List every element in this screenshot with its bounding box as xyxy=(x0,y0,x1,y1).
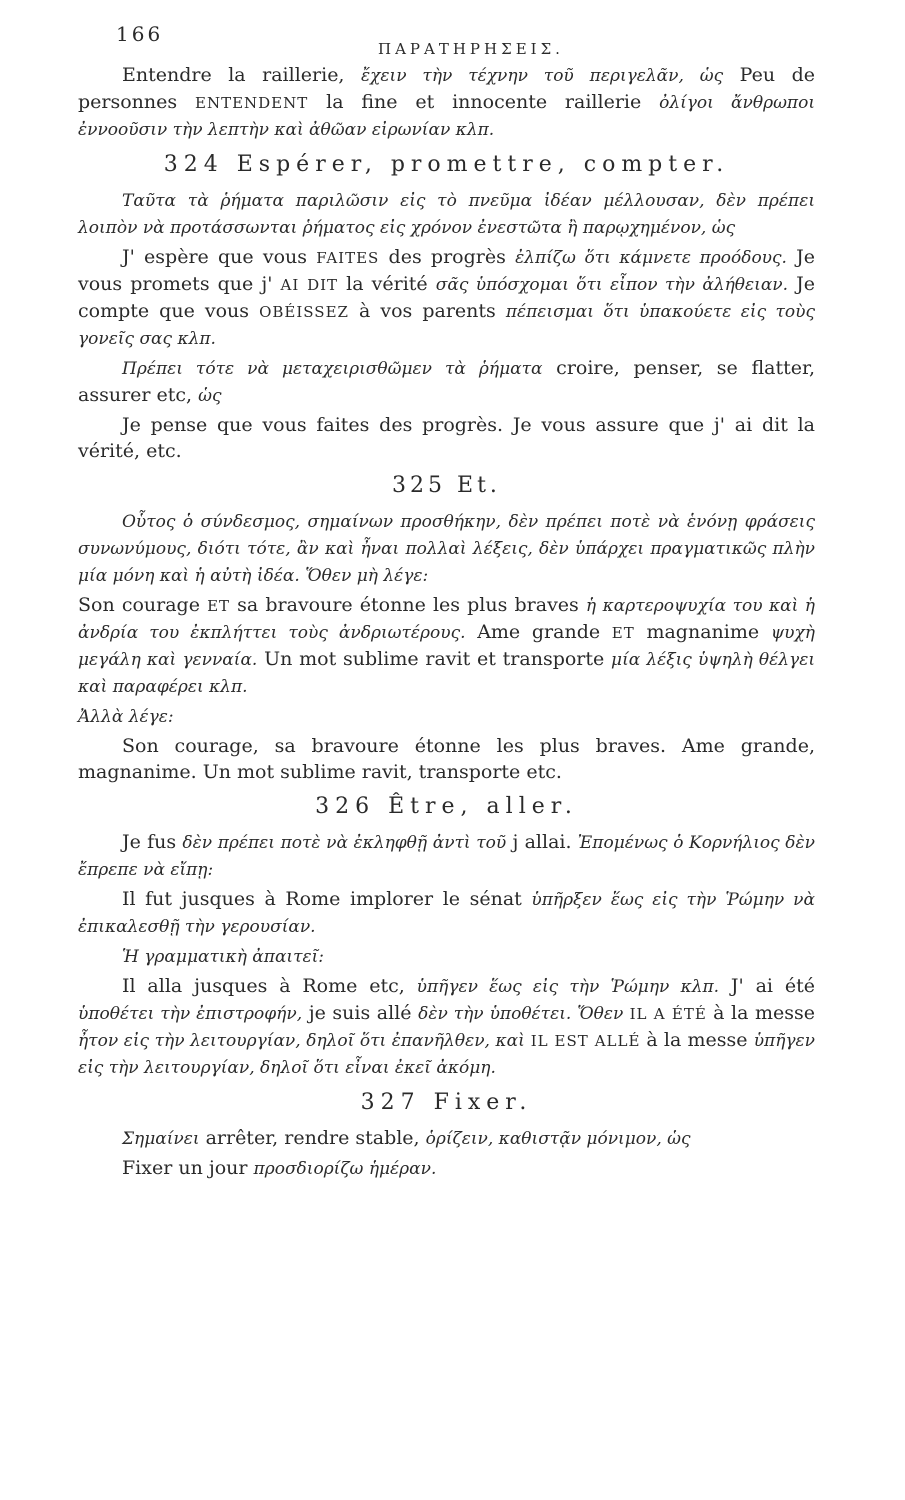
french-text: J' ai été xyxy=(719,975,815,997)
emphasis-text: IL EST ALLÉ xyxy=(524,1032,647,1050)
paragraph xyxy=(78,886,815,940)
emphasis-text: FAITES xyxy=(316,249,380,267)
section-heading-327: 327 Fixer. xyxy=(360,1090,533,1115)
section-heading-324: 324 Espérer, promettre, compter. xyxy=(163,152,730,177)
greek-text: ὡς xyxy=(198,386,222,406)
french-text: J' espère que vous xyxy=(122,246,317,268)
page-header-title: ΠΑΡΑΤΗΡΗΣΕΙΣ. xyxy=(378,40,564,58)
french-text: j allai. xyxy=(506,831,578,853)
greek-text: σᾶς ὑπόσχομαι ὅτι εἶπον τὴν ἀλήθειαν. xyxy=(435,275,789,295)
french-text: des progrès xyxy=(379,246,516,268)
french-text: à la messe xyxy=(713,1002,816,1024)
french-text: Entendre la raillerie, xyxy=(122,64,361,86)
greek-text: ἔχειν τὴν τέχνην τοῦ περιγελᾶν, ὡς xyxy=(361,66,724,86)
greek-text: δὲν τὴν ὑποθέτει. Ὅθεν xyxy=(418,1004,624,1024)
paragraph xyxy=(78,592,815,700)
paragraph xyxy=(78,973,815,1081)
greek-text: προσδιορίζω ἡμέραν. xyxy=(253,1159,437,1179)
paragraph xyxy=(78,508,815,589)
greek-text: μία λέξις ὑψηλὴ θέλγει καὶ παραφέρει κλπ. xyxy=(78,650,816,697)
paragraph xyxy=(78,1155,815,1182)
page-number: 166 xyxy=(116,22,164,46)
paragraph xyxy=(78,62,815,143)
french-text: Son courage, sa bravoure étonne les plus braves. Ame grande, magnanime. Un mot sublime ravit, transporte etc. xyxy=(78,735,815,783)
emphasis-text: ET xyxy=(207,597,231,615)
paragraph xyxy=(78,355,815,409)
greek-text: Ταῦτα τὰ ῥήματα παριλῶσιν εἰς τὸ πνεῦμα ἰδέαν μέλλουσαν, δὲν πρέπει λοιπὸν νὰ προτάσσωνται ῥήματος εἰς χρόνον ἐνεστῶτα ἢ παρῳχημένον, ὡς xyxy=(78,191,815,238)
paragraph xyxy=(78,943,815,970)
greek-text: δὲν πρέπει ποτὲ νὰ ἐκληφθῇ ἀντὶ τοῦ xyxy=(182,833,507,853)
french-text: Fixer un jour xyxy=(122,1157,254,1179)
emphasis-text: OBÉISSEZ xyxy=(259,303,349,321)
french-text: Il fut jusques à Rome implorer le sénat xyxy=(122,888,532,910)
greek-text: ὑπῆγεν ἕως εἰς τὴν Ῥώμην κλπ. xyxy=(416,977,720,997)
french-text: Je fus xyxy=(122,831,183,853)
greek-text: Ἐπομένως ὁ Κορνήλιος δὲν ἔπρεπε νὰ εἴπῃ: xyxy=(78,833,815,880)
french-text: croire, penser, se flatter, assurer etc, xyxy=(78,357,815,406)
greek-text: πέπεισμαι ὅτι ὑπακούετε εἰς τοὺς γονεῖς σας κλπ. xyxy=(78,302,816,349)
french-text: à la messe xyxy=(646,1029,754,1051)
greek-text: ἐλπίζω ὅτι κάμνετε προόδους. xyxy=(515,248,787,268)
greek-text: ὑπῆρξεν ἕως εἰς τὴν Ῥώμην νὰ ἐπικαλεσθῇ τὴν γερουσίαν. xyxy=(78,890,815,937)
french-text: Je vous promets que j' xyxy=(78,246,816,295)
greek-text: ὑπῆγεν εἰς τὴν λειτουργίαν, δηλοῖ ὅτι εἶναι ἐκεῖ ἀκόμη. xyxy=(78,1031,815,1078)
paragraph xyxy=(78,412,815,464)
greek-text: ψυχὴ μεγάλη καὶ γενναία. xyxy=(78,623,815,670)
french-text: sa bravoure étonne les plus braves xyxy=(230,594,586,616)
emphasis-text: IL A ÉTÉ xyxy=(623,1005,714,1023)
running-head xyxy=(78,22,815,62)
greek-text: Οὗτος ὁ σύνδεσμος, σημαίνων προσθήκην, δὲν πρέπει ποτὲ νὰ ἑνόνῃ φράσεις συνωνύμους, διότι τότε, ἂν καὶ ἦναι πολλαὶ λέξεις, δὲν ὑπάρχει πραγματικῶς πλὴν μία μόνη καὶ ἡ αὐτὴ ἰδέα. Ὅθεν μὴ λέγε: xyxy=(78,512,815,586)
french-text: à vos parents xyxy=(348,300,506,322)
french-text: Ame grande xyxy=(465,621,612,643)
section-heading-325: 325 Et. xyxy=(392,473,501,498)
french-text: Un mot sublime ravit et transporte xyxy=(257,648,612,670)
paragraph xyxy=(78,187,815,241)
paragraph xyxy=(78,244,815,352)
french-text: Peu de personnes xyxy=(78,64,816,113)
greek-text: Πρέπει τότε νὰ μεταχειρισθῶμεν τὰ ῥήματα xyxy=(122,359,543,379)
emphasis-text: AI DIT xyxy=(280,276,339,294)
greek-text: ὑποθέτει τὴν ἐπιστροφήν, xyxy=(78,1004,303,1024)
french-text: Je compte que vous xyxy=(78,273,815,322)
greek-text: Ἀλλὰ λέγε: xyxy=(78,707,174,727)
paragraph xyxy=(78,829,815,883)
french-text: magnanime xyxy=(634,621,771,643)
french-text: je suis allé xyxy=(302,1002,419,1024)
greek-text: ὁρίζειν, καθιστᾷν μόνιμον, ὡς xyxy=(425,1129,691,1149)
greek-text: Ἡ γραμματικὴ ἀπαιτεῖ: xyxy=(122,947,325,967)
french-text: Il alla jusques à Rome etc, xyxy=(122,975,417,997)
section-heading-326: 326 Être, aller. xyxy=(315,794,578,819)
french-text: la vérité xyxy=(338,273,436,295)
paragraph xyxy=(78,1125,815,1152)
greek-text: ἦτον εἰς τὴν λειτουργίαν, δηλοῖ ὅτι ἐπανῆλθεν, καὶ xyxy=(78,1031,525,1051)
greek-text: ὀλίγοι ἄνθρωποι ἐννοοῦσιν τὴν λεπτὴν καὶ ἀθῶαν εἰρωνίαν κλπ. xyxy=(78,93,816,140)
emphasis-text: ENTENDENT xyxy=(195,94,309,112)
french-text: la fine et innocente raillerie xyxy=(308,91,660,113)
greek-text: ἡ καρτεροψυχία του καὶ ἡ ἀνδρία του ἐκπλήττει τοὺς ἀνδριωτέρους. xyxy=(78,596,815,643)
french-text: Je pense que vous faites des progrès. Je vous assure que j' ai dit la vérité, etc. xyxy=(78,414,815,462)
greek-text: Σημαίνει xyxy=(122,1129,200,1149)
french-text: Son courage xyxy=(78,594,208,616)
paragraph xyxy=(78,703,815,730)
emphasis-text: ET xyxy=(611,624,635,642)
paragraph xyxy=(78,733,815,785)
french-text: arrêter, rendre stable, xyxy=(199,1127,426,1149)
